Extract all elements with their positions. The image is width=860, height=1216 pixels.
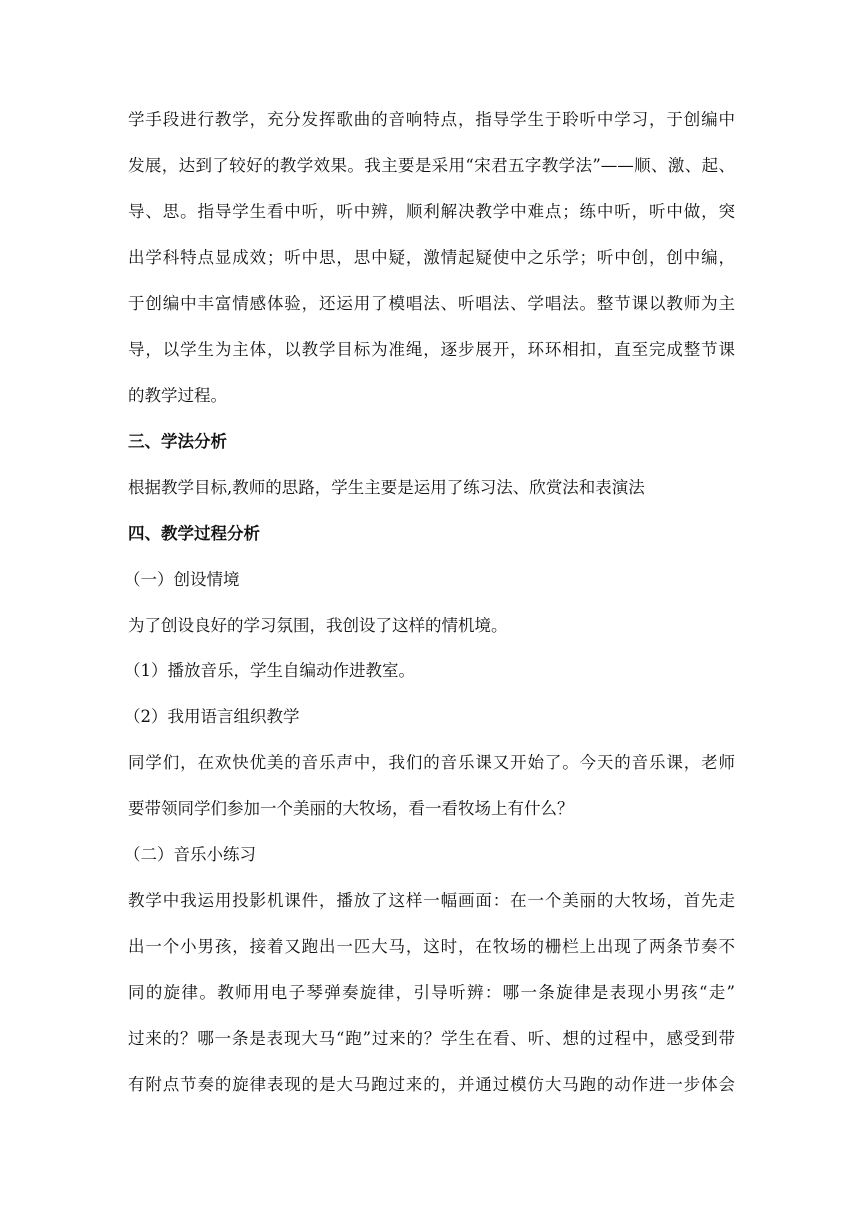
paragraph-line: 同的旋律。教师用电子琴弹奏旋律，引导听辨：哪一条旋律是表现小男孩“走” (128, 983, 735, 1002)
paragraph-line: 的教学过程。 (128, 386, 227, 405)
paragraph-line: 过来的？哪一条是表现大马“跑”过来的？学生在看、听、想的过程中，感受到带 (128, 1029, 735, 1048)
section-heading: 三、学法分析 (128, 432, 227, 451)
paragraph-line: 导、思。指导学生看中听，听中辨，顺利解决教学中难点；练中听，听中做，突 (128, 202, 735, 221)
section-heading: 四、教学过程分析 (128, 524, 260, 543)
subsection-heading: （二）音乐小练习 (124, 845, 256, 864)
paragraph-line: 根据教学目标,教师的思路，学生主要是运用了练习法、欣赏法和表演法 (128, 478, 645, 497)
list-item: （2）我用语言组织教学 (124, 707, 300, 726)
paragraph-line: 同学们，在欢快优美的音乐声中，我们的音乐课又开始了。今天的音乐课，老师 (128, 753, 735, 772)
paragraph-line: 导，以学生为主体，以教学目标为准绳，逐步展开，环环相扣，直至完成整节课 (128, 340, 735, 359)
subsection-heading: （一）创设情境 (124, 570, 240, 589)
paragraph-line: 有附点节奏的旋律表现的是大马跑过来的，并通过模仿大马跑的动作进一步体会 (128, 1075, 735, 1094)
paragraph-line: 出学科特点显成效；听中思，思中疑，激情起疑使中之乐学；听中创，创中编， (128, 248, 735, 267)
paragraph-line: 教学中我运用投影机课件，播放了这样一幅画面：在一个美丽的大牧场，首先走 (128, 891, 735, 910)
paragraph-line: 于创编中丰富情感体验，还运用了模唱法、听唱法、学唱法。整节课以教师为主 (128, 294, 735, 313)
paragraph-line: 出一个小男孩，接着又跑出一匹大马，这时，在牧场的栅栏上出现了两条节奏不 (128, 937, 735, 956)
list-item: （1）播放音乐，学生自编动作进教室。 (124, 661, 415, 680)
paragraph-line: 要带领同学们参加一个美丽的大牧场，看一看牧场上有什么？ (128, 799, 574, 818)
paragraph-line: 为了创设良好的学习氛围，我创设了这样的情机境。 (128, 616, 508, 635)
paragraph-line: 发展，达到了较好的教学效果。我主要是采用“宋君五字教学法”——顺、激、起、 (128, 156, 735, 175)
paragraph-line: 学手段进行教学，充分发挥歌曲的音响特点，指导学生于聆听中学习，于创编中 (128, 110, 735, 129)
